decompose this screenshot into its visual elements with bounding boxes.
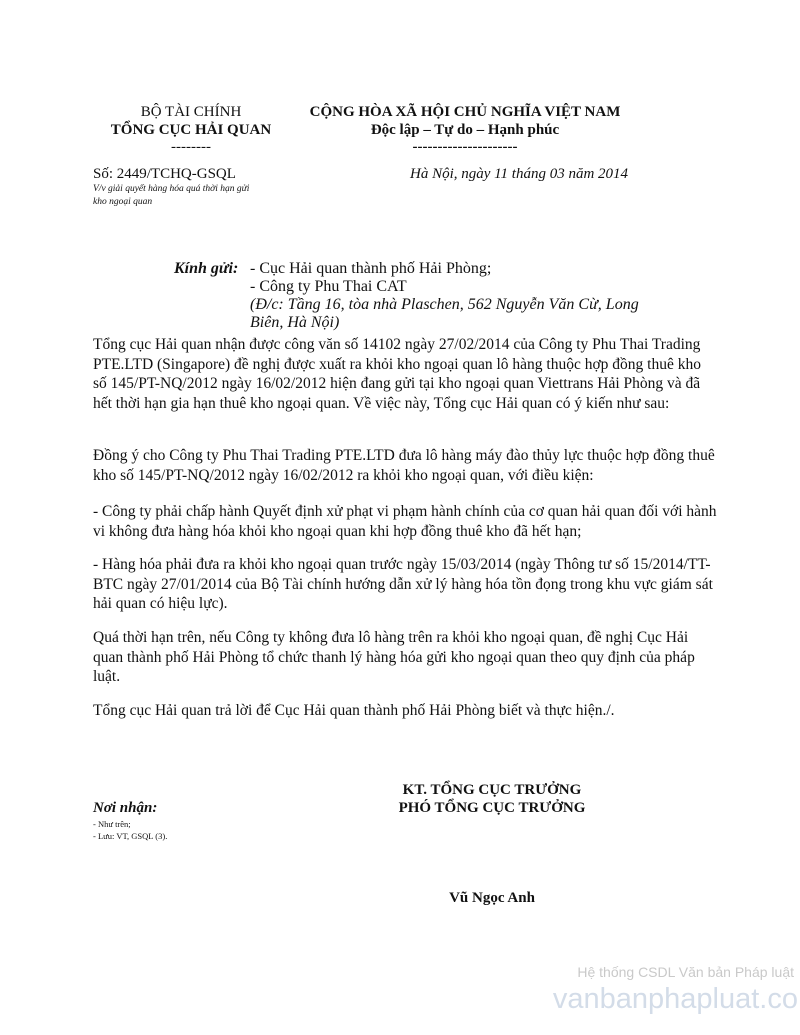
recipients-label: Kính gửi:	[174, 260, 239, 277]
subject-line-2: kho ngoại quan	[93, 197, 153, 207]
header-left-divider: --------	[171, 139, 211, 155]
body-paragraph-3: - Công ty phải chấp hành Quyết định xử phạt vi phạm hành chính của cơ quan hải quan đối với hành vi không đưa hàng hóa khỏi kho ngoại quan khi hợp đồng thuê kho đã hết hạn;	[93, 503, 717, 540]
recipients-list-item-1: - Như trên;	[93, 819, 131, 829]
recipients-list-item-2: - Lưu: VT, GSQL (3).	[93, 831, 168, 841]
body-paragraph-6: Tổng cục Hải quan trả lời để Cục Hải quan thành phố Hải Phòng biết và thực hiện./.	[93, 702, 615, 719]
place-date: Hà Nội, ngày 11 tháng 03 năm 2014	[410, 166, 629, 182]
department-name: TỔNG CỤC HẢI QUAN	[110, 122, 272, 138]
subject-line-1: V/v giải quyết hàng hóa quá thời hạn gửi	[93, 184, 250, 194]
signer-title-1: KT. TỔNG CỤC TRƯỞNG	[402, 782, 582, 798]
body-paragraph-4: - Hàng hóa phải đưa ra khỏi kho ngoại quan trước ngày 15/03/2014 (ngày Thông tư số 15/2014/TT-BTC ngày 27/01/2014 của Bộ Tài chính hướng dẫn xử lý hàng hóa tồn đọng trong khu vực giám sát hải quan có hiệu lực).	[93, 556, 713, 612]
signer-name: Vũ Ngọc Anh	[449, 890, 535, 906]
recipients-list-title: Nơi nhận:	[93, 800, 158, 816]
recipient-line-2: - Công ty Phu Thai CAT	[250, 278, 407, 295]
nation-title: CỘNG HÒA XÃ HỘI CHỦ NGHĨA VIỆT NAM	[309, 104, 621, 120]
recipient-address-line-1: (Đ/c: Tầng 16, tòa nhà Plaschen, 562 Nguyễn Văn Cừ, Long	[250, 296, 639, 313]
body-paragraph-5: Quá thời hạn trên, nếu Công ty không đưa lô hàng trên ra khỏi kho ngoại quan, đề nghị Cục Hải quan thành phố Hải Phòng tổ chức thanh lý hàng hóa gửi kho ngoại quan theo quy định của pháp luật.	[93, 629, 695, 685]
recipient-line-1: - Cục Hải quan thành phố Hải Phòng;	[250, 260, 492, 277]
document-number: Số: 2449/TCHQ-GSQL	[93, 166, 236, 182]
ministry-name: BỘ TÀI CHÍNH	[140, 104, 242, 120]
body-paragraph-1: Tổng cục Hải quan nhận được công văn số 14102 ngày 27/02/2014 của Công ty Phu Thai Trading PTE.LTD (Singapore) đề nghị được xuất ra khỏi kho ngoại quan lô hàng thuộc hợp đồng thuê kho số 145/PT-NQ/2012 ngày 16/02/2012 hiện đang gửi tại kho ngoại quan Viettrans Hải Phòng và đã hết thời hạn gia hạn thuê kho ngoại quan. Về việc này, Tổng cục Hải quan có ý kiến như sau:	[93, 336, 701, 412]
signer-title-2: PHÓ TỔNG CỤC TRƯỞNG	[398, 800, 586, 816]
watermark-line-1: Hệ thống CSDL Văn bản Pháp luật	[577, 964, 794, 980]
recipient-address-line-2: Biên, Hà Nội)	[250, 314, 340, 331]
header-right-divider: ---------------------	[412, 139, 518, 155]
motto: Độc lập – Tự do – Hạnh phúc	[370, 122, 560, 138]
body-paragraph-2: Đồng ý cho Công ty Phu Thai Trading PTE.LTD đưa lô hàng máy đào thủy lực thuộc hợp đồng thuê kho số 145/PT-NQ/2012 ngày 16/02/2012 ra khỏi kho ngoại quan, với điều kiện:	[93, 447, 715, 484]
watermark-line-2: vanbanphapluat.co	[552, 983, 798, 1015]
